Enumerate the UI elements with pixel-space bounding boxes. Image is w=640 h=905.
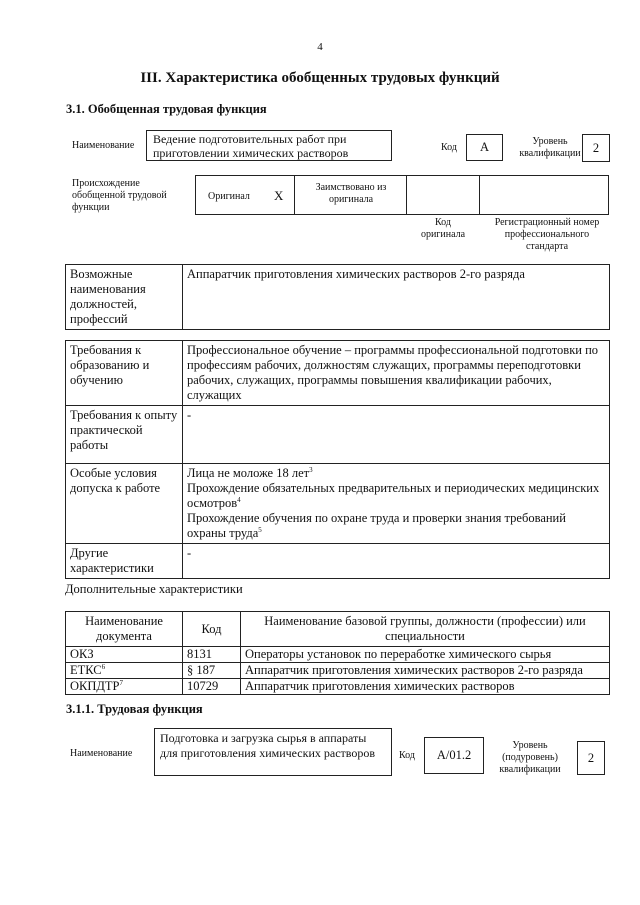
gtf-origin-label: Происхождение обобщенной трудовой функции (72, 178, 167, 213)
other-value: - (183, 544, 610, 579)
table-row-code: 10729 (183, 679, 241, 695)
tf-code-value (424, 737, 484, 774)
table-row-doc (66, 663, 183, 679)
table-row-doc (66, 679, 183, 695)
table-row-code: § 187 (183, 663, 241, 679)
special-line-1 (187, 466, 605, 481)
gtf-code-label: Код (441, 142, 457, 153)
footnote-7: 7 (119, 678, 124, 687)
footnote-6: 6 (101, 662, 106, 671)
page-number: 4 (317, 41, 323, 53)
tf-name-label: Наименование (70, 748, 133, 759)
table-row-name: Операторы установок по переработке химического сырья (241, 647, 610, 663)
positions-value: Аппаратчик приготовления химических растворов 2-го разряда (183, 265, 610, 330)
additional-heading: Дополнительные характеристики (65, 582, 243, 596)
requirements-table (65, 340, 610, 579)
other-label: Другие характеристики (66, 544, 183, 579)
orig-code-caption: Код оригинала (420, 217, 466, 240)
positions-table (65, 264, 610, 330)
divider (294, 176, 295, 214)
gtf-heading: 3.1. Обобщенная трудовая функция (66, 102, 267, 116)
gtf-level-value (582, 134, 610, 162)
experience-label: Требования к опыту практической работы (66, 406, 183, 464)
tf-code-text: А/01.2 (436, 748, 472, 762)
table-row-code: 8131 (183, 647, 241, 663)
special-line-3 (187, 511, 605, 541)
table-row-doc (66, 647, 183, 663)
gtf-name-value (146, 130, 392, 161)
education-value: Профессиональное обучение – программы профессиональной подготовки по профессиям рабочих, должностям служащих, программы переподготовки рабочих, служащих, программы повышения квалификации рабочих, служащих (183, 341, 610, 406)
reg-number-caption: Регистрационный номер профессионального стандарта (494, 217, 600, 252)
gtf-code-text: А (479, 140, 490, 154)
special-line-2-text: Прохождение обязательных предварительных и периодических медицинских осмотров (187, 481, 600, 510)
table-row-name: Аппаратчик приготовления химических растворов (241, 679, 610, 695)
section-title: III. Характеристика обобщенных трудовых функций (140, 70, 500, 86)
footnote-5: 5 (258, 525, 262, 534)
tf-name-value (154, 728, 392, 776)
row-doc-text: ЕТКС (70, 663, 102, 677)
original-label: Оригинал (208, 191, 250, 202)
tf-level-label: Уровень (подуровень) квалификации (499, 740, 561, 775)
gtf-level-text: 2 (592, 141, 600, 155)
original-mark: Х (274, 188, 284, 203)
gtf-code-value (466, 134, 503, 161)
special-line-3-text: Прохождение обучения по охране труда и проверки знания требований охраны труда (187, 511, 566, 540)
borrowed-label: Заимствовано из оригинала (315, 182, 387, 205)
gtf-name-text: Ведение подготовительных работ при приготовлении химических растворов (153, 132, 349, 160)
footnote-4: 4 (237, 495, 241, 504)
tf-heading: 3.1.1. Трудовая функция (66, 702, 203, 716)
origin-table (195, 175, 609, 215)
special-line-2 (187, 481, 605, 511)
gtf-level-label: Уровень квалификации (519, 136, 581, 159)
tf-name-text: Подготовка и загрузка сырья в аппараты для приготовления химических растворов (160, 731, 376, 760)
special-label: Особые условия допуска к работе (66, 464, 183, 544)
header-code: Код (183, 612, 241, 647)
special-line-1-text: Лица не моложе 18 лет (187, 466, 310, 480)
tf-code-label: Код (399, 750, 415, 761)
header-document: Наименование документа (66, 612, 183, 647)
footnote-3: 3 (309, 465, 313, 474)
divider (406, 176, 407, 214)
divider (479, 176, 480, 214)
education-label: Требования к образованию и обучению (66, 341, 183, 406)
additional-table (65, 611, 610, 695)
row-doc-text: ОКПДТР (70, 679, 120, 693)
table-row-name: Аппаратчик приготовления химических растворов 2-го разряда (241, 663, 610, 679)
gtf-name-label: Наименование (72, 140, 135, 151)
experience-value: - (183, 406, 610, 464)
header-name: Наименование базовой группы, должности (профессии) или специальности (241, 612, 610, 647)
tf-level-text: 2 (587, 751, 595, 765)
positions-label: Возможные наименования должностей, профессий (66, 265, 183, 330)
special-value (183, 464, 610, 544)
tf-level-value (577, 741, 605, 775)
row-doc-text: ОКЗ (70, 647, 94, 661)
